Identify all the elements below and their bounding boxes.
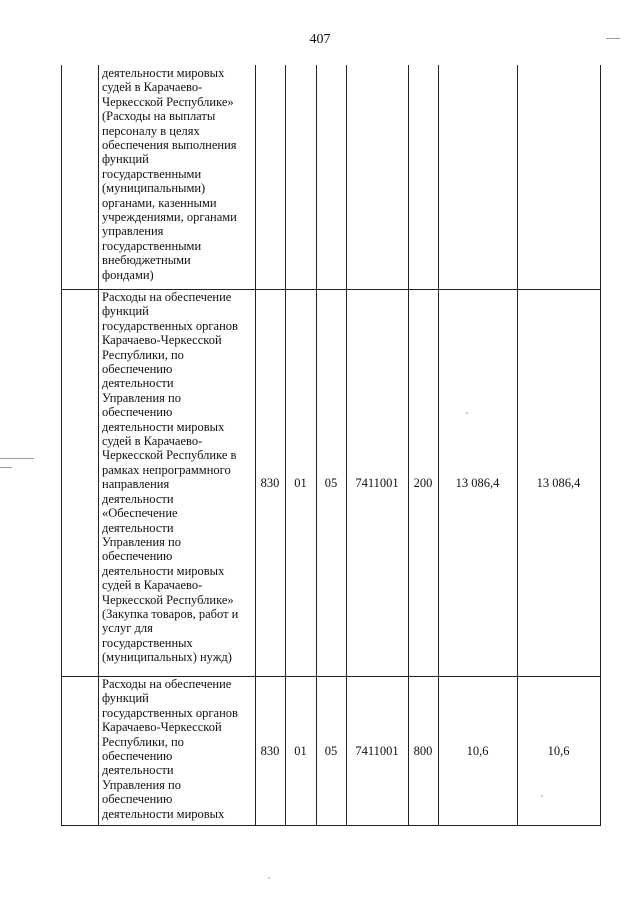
margin-mark — [0, 458, 34, 459]
row-description: Расходы на обеспечение функций государственных органов Карачаево-Черкесской Республики, по обеспечению деятельности Управления по обеспечению деятельности мировых судей в Карачаево- Черкесской Республике в рамках непрограммного направления деятельности «Обеспечение деятельности Управления по обеспечению деятельности мировых судей в Карачаево- Черкесской Республике» (Закупка товаров, работ и услуг для государственных (муниципальных) нужд) — [102, 290, 239, 665]
section-code: 01 — [294, 744, 307, 758]
column-divider — [438, 65, 439, 825]
table-border-bottom — [61, 825, 601, 826]
expense-type: 800 — [413, 744, 433, 758]
amount-value: 13 086,4 — [455, 476, 500, 490]
ministry-code: 830 — [260, 476, 280, 490]
column-divider — [517, 65, 518, 825]
expense-type: 200 — [413, 476, 433, 490]
column-divider — [285, 65, 286, 825]
table-border-left — [61, 65, 62, 825]
scan-speck — [466, 412, 468, 414]
column-divider — [346, 65, 347, 825]
subsection-code: 05 — [324, 744, 338, 758]
margin-mark — [606, 38, 620, 39]
column-divider — [408, 65, 409, 825]
row-description: Расходы на обеспечение функций государственных органов Карачаево-Черкесской Республики, по обеспечению деятельности Управления по обеспечению деятельности мировых — [102, 677, 238, 821]
ministry-code: 830 — [260, 744, 280, 758]
amount-value: 10,6 — [466, 744, 489, 758]
subsection-code: 05 — [324, 476, 338, 490]
target-article: 7411001 — [355, 476, 399, 490]
section-code: 01 — [294, 476, 307, 490]
page-number: 407 — [309, 32, 331, 47]
column-divider — [98, 65, 99, 825]
margin-mark — [0, 467, 12, 468]
column-divider — [316, 65, 317, 825]
scan-speck — [268, 877, 270, 879]
scan-speck — [541, 795, 543, 797]
target-article: 7411001 — [355, 744, 399, 758]
amount-value: 13 086,4 — [536, 476, 581, 490]
table-border-right — [600, 65, 601, 825]
amount-value: 10,6 — [547, 744, 570, 758]
row-description: деятельности мировых судей в Карачаево- Черкесской Республике» (Расходы на выплаты персоналу в целях обеспечения выполнения функций государственными (муниципальными) органами, казенными учреждениями, органами управления государственными внебюджетными фондами) — [102, 66, 237, 282]
